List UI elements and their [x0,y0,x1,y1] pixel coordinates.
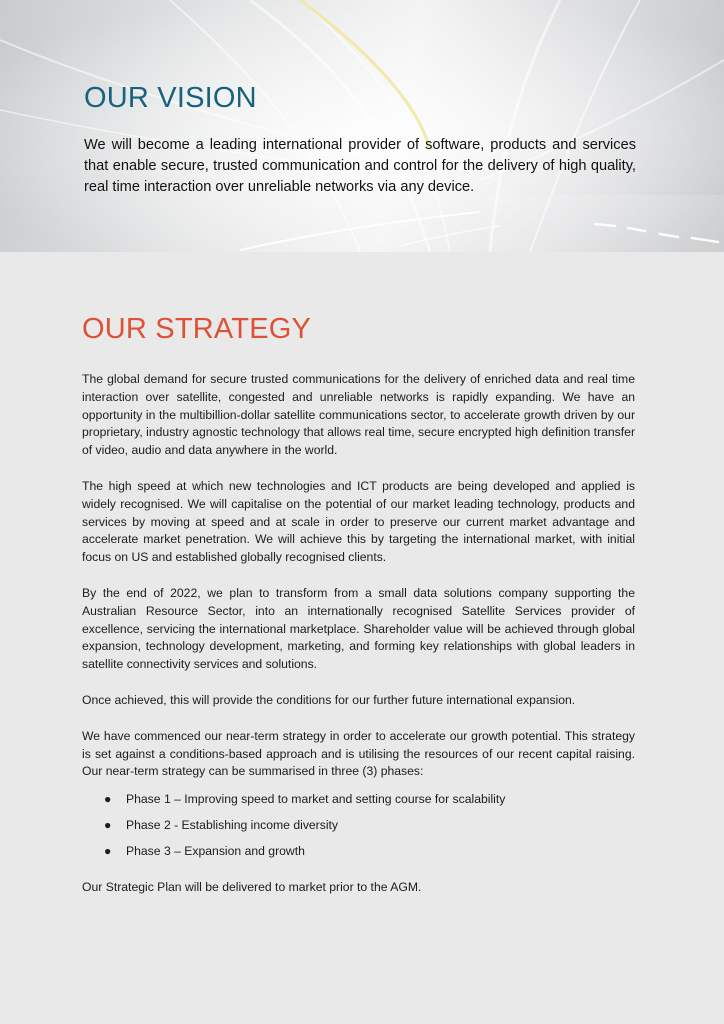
vision-hero-banner [0,0,724,252]
phase-2-text: Phase 2 - Establishing income diversity [126,817,339,832]
strategy-paragraph-3: By the end of 2022, we plan to transform from a small data solutions company supporting the Australian Resource Sector, into an internationally recognised Satellite Services provider of excellence, servicing the international marketplace. Shareholder value will be achieved through global expansion, technology development, marketing, and forming key relationships with global leaders in satellite connectivity services and solutions. [82,585,635,672]
phase-3-text: Phase 3 – Expansion and growth [126,843,305,858]
strategy-paragraph-2: The high speed at which new technologies and ICT products are being developed and applied is widely recognised. We will capitalise on the potential of our market leading technology, products and services by moving at speed and at scale in order to preserve our current market advantage and accelerate market penetration. We will achieve this by targeting the international market, with initial focus on US and established globally recognised clients. [82,478,635,565]
phase-list-item [104,791,635,809]
phase-list-item [104,817,635,835]
bullet-icon: ● [104,843,112,858]
strategy-paragraph-4: Once achieved, this will provide the conditions for our further future international expansion. [82,692,576,707]
strategy-closing: Our Strategic Plan will be delivered to market prior to the AGM. [82,879,422,894]
phase-list-item [104,843,635,861]
strategy-paragraph-5: We have commenced our near-term strategy in order to accelerate our growth potential. This strategy is set against a conditions-based approach and is utilising the resources of our recent capital raising. Our near-term strategy can be summarised in three (3) phases: [82,728,635,779]
phase-1-text: Phase 1 – Improving speed to market and setting course for scalability [126,792,506,807]
strategy-heading: OUR STRATEGY [82,313,312,345]
bullet-icon: ● [104,817,112,832]
bullet-icon: ● [104,792,112,807]
strategy-paragraph-1: The global demand for secure trusted communications for the delivery of enriched data and real time interaction over satellite, congested and unreliable networks is rapidly expanding. We have an opportunity in the multibillion-dollar satellite communications sector, to accelerate growth driven by our proprietary, industry agnostic technology that allows real time, secure encrypted high definition transfer of video, audio and data anywhere in the world. [82,372,635,458]
vision-heading: OUR VISION [84,82,257,114]
phase-list [82,791,635,860]
strategy-body [82,371,635,914]
light-trail-background [0,0,724,252]
vision-statement: We will become a leading international provider of software, products and services that enable secure, trusted communication and control for the delivery of high quality, real time interaction over unreliable networks via any device. [84,137,636,195]
